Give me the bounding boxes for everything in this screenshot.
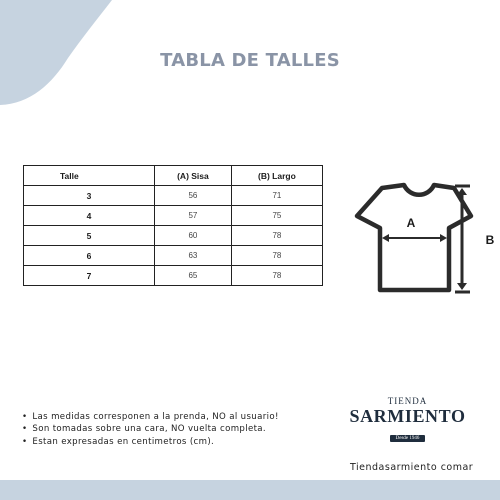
cell-largo: 75: [231, 206, 322, 226]
notes-list: [22, 411, 279, 448]
cell-talle: 6: [24, 246, 155, 266]
logo-top-text: TIENDA: [387, 396, 428, 406]
note-item: • Son tomadas sobre una cara, NO vuelta completa.: [22, 423, 279, 435]
page-title: TABLA DE TALLES: [160, 50, 340, 71]
brand-logo: [345, 396, 470, 444]
logo-main-text: SARMIENTO: [349, 406, 466, 426]
table-row: [24, 246, 323, 266]
header-talle: Talle: [24, 166, 155, 186]
cell-sisa: 63: [155, 246, 232, 266]
cell-talle: 5: [24, 226, 155, 246]
table-row: [24, 186, 323, 206]
cell-talle: 4: [24, 206, 155, 226]
table-row: [24, 226, 323, 246]
cell-largo: 78: [231, 246, 322, 266]
header-largo: (B) Largo: [231, 166, 322, 186]
header-sisa: (A) Sisa: [155, 166, 232, 186]
table-row: [24, 206, 323, 226]
cell-largo: 71: [231, 186, 322, 206]
cell-sisa: 56: [155, 186, 232, 206]
cell-sisa: 57: [155, 206, 232, 226]
logo-badge: Desde 1946: [390, 435, 426, 442]
measure-arrow-a: [382, 234, 447, 242]
table-row: [24, 266, 323, 286]
note-item: • Las medidas corresponen a la prenda, NO al usuario!: [22, 411, 279, 423]
size-table: [23, 165, 323, 286]
cell-sisa: 60: [155, 226, 232, 246]
note-item: • Estan expresadas en centimetros (cm).: [22, 436, 279, 448]
cell-largo: 78: [231, 266, 322, 286]
label-b: B: [485, 233, 495, 247]
measure-arrow-b: [455, 186, 470, 292]
table-header-row: [24, 166, 323, 186]
footer-bar: [0, 480, 500, 500]
website-text: Tiendasarmiento comar: [350, 462, 474, 473]
tshirt-measurement-diagram: [348, 180, 500, 298]
cell-talle: 3: [24, 186, 155, 206]
cell-talle: 7: [24, 266, 155, 286]
label-a: A: [406, 216, 416, 230]
cell-sisa: 65: [155, 266, 232, 286]
cell-largo: 78: [231, 226, 322, 246]
